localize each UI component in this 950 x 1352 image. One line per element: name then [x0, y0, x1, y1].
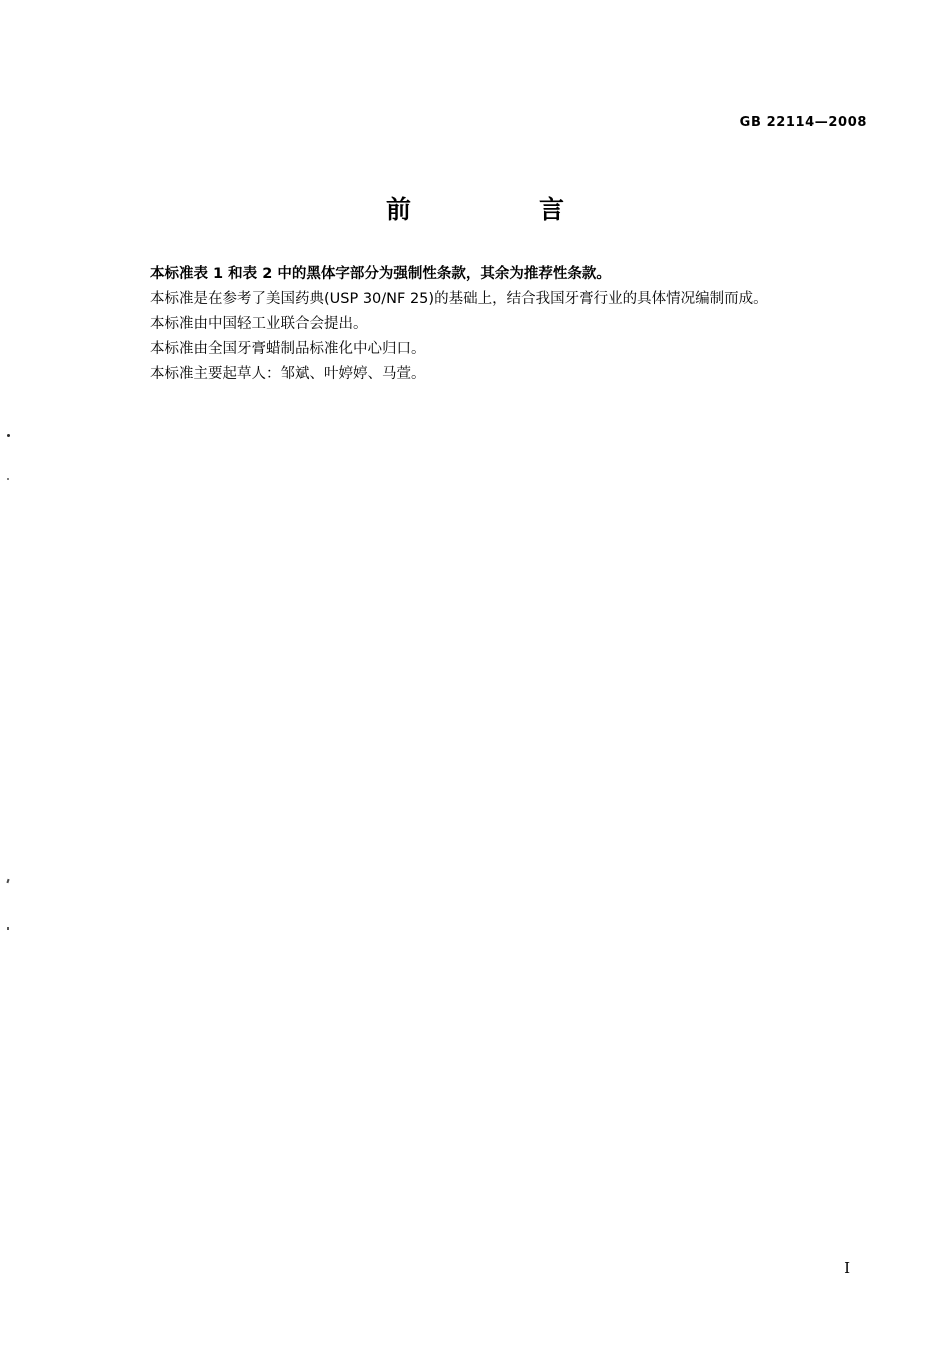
margin-mark-icon [7, 434, 10, 437]
standard-number-header: GB 22114—2008 [739, 115, 867, 130]
paragraph: 本标准主要起草人：邹斌、叶婷婷、马萱。 [150, 366, 426, 382]
paragraph: 本标准是在参考了美国药典(USP 30/NF 25)的基础上，结合我国牙膏行业的具体情况编制而成。 [150, 291, 768, 307]
page-number: I [844, 1259, 850, 1277]
margin-mark-icon [6, 879, 9, 883]
paragraph: 本标准由全国牙膏蜡制品标准化中心归口。 [150, 341, 426, 357]
margin-mark-icon [7, 927, 9, 930]
page-title: 前 言 [385, 195, 590, 224]
paragraph: 本标准表 1 和表 2 中的黑体字部分为强制性条款，其余为推荐性条款。 [150, 266, 611, 282]
foreword-body [150, 262, 872, 387]
paragraph: 本标准由中国轻工业联合会提出。 [150, 316, 368, 332]
margin-mark-icon [7, 478, 9, 480]
